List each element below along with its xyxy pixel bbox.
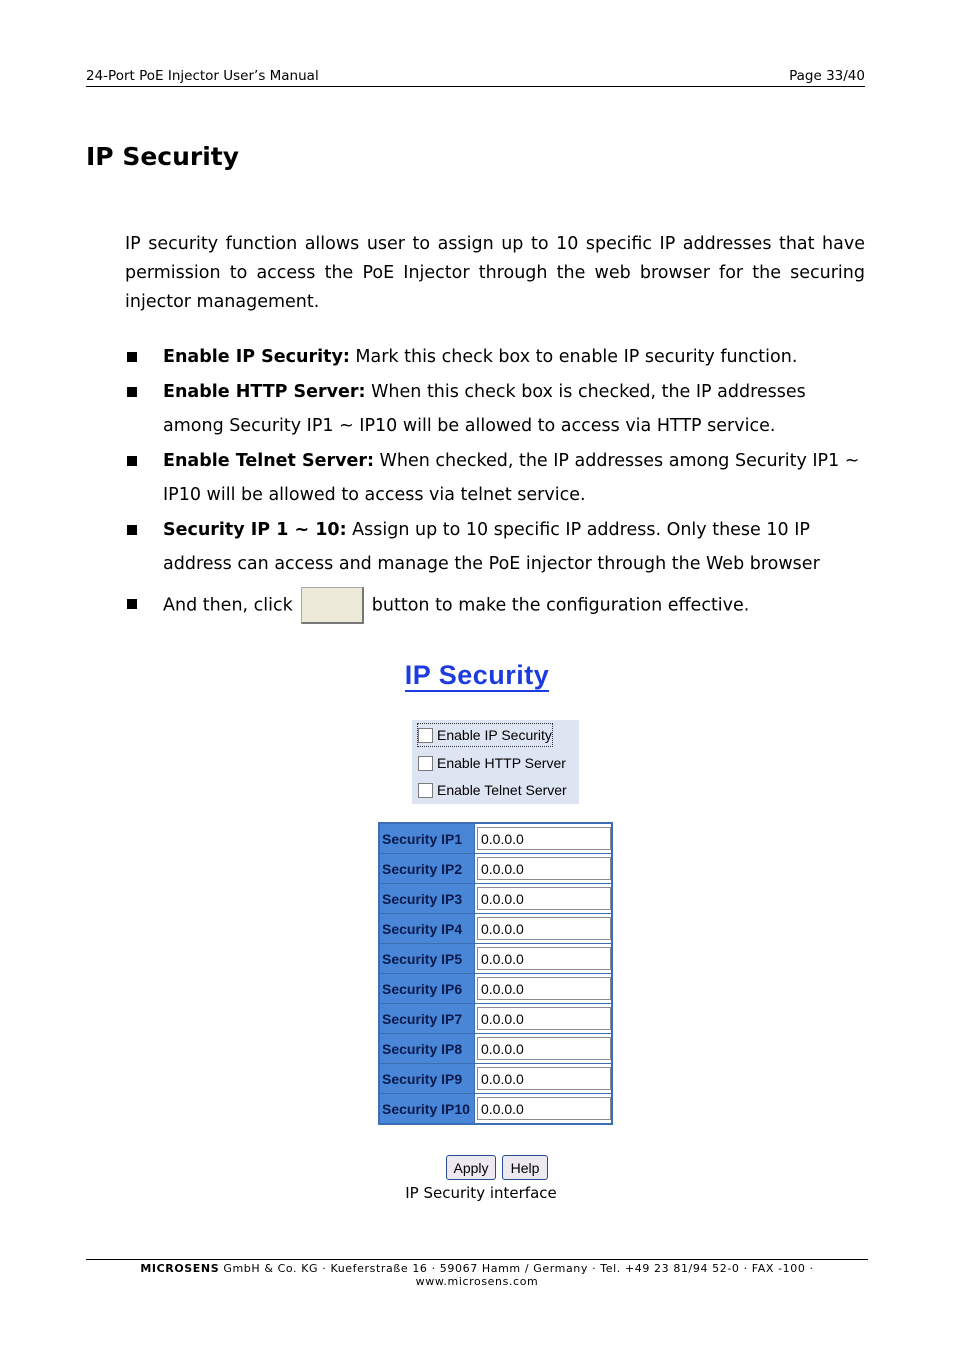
checkbox-icon[interactable] (418, 728, 433, 743)
effective-text: button to make the configuration effective. (371, 595, 750, 616)
help-button[interactable]: Help (502, 1155, 548, 1180)
bullet-text: When this check box is checked, the IP addresses among Security IP1 ~ IP10 will be allowed to access via HTTP service. (163, 382, 806, 436)
table-row (379, 854, 612, 884)
security-ip-input[interactable] (477, 887, 611, 910)
table-row (379, 1004, 612, 1034)
bullet-square-icon (127, 352, 137, 362)
security-ip-cell (475, 854, 613, 884)
security-ip-cell (475, 944, 613, 974)
security-ip-cell (475, 1094, 613, 1125)
enable-ip-security-checkbox[interactable] (418, 724, 552, 746)
table-row (379, 1034, 612, 1064)
bullet-square-icon (127, 387, 137, 397)
security-ip-input[interactable] (477, 977, 611, 1000)
click-text: And then, click (163, 595, 293, 616)
section-title: IP Security (86, 142, 240, 171)
intro-paragraph: IP security function allows user to assign up to 10 specific IP addresses that have permission to access the PoE Injector through the web browser for the securing injector management. (125, 234, 865, 312)
security-ip-cell (475, 823, 613, 854)
bullet-term: Enable Telnet Server: (163, 451, 374, 471)
checkbox-label: Enable IP Security (437, 727, 552, 743)
list-item (125, 444, 865, 512)
security-ip-label: Security IP3 (379, 884, 475, 914)
list-item (125, 375, 865, 443)
table-row (379, 884, 612, 914)
checkbox-icon[interactable] (418, 756, 433, 771)
security-ip-input[interactable] (477, 1007, 611, 1030)
security-ip-label: Security IP7 (379, 1004, 475, 1034)
bullet-term: Enable IP Security: (163, 347, 350, 367)
page-footer (86, 1259, 868, 1288)
table-row (379, 974, 612, 1004)
list-item (125, 587, 865, 624)
security-ip-label: Security IP2 (379, 854, 475, 884)
security-ip-input[interactable] (477, 947, 611, 970)
security-ip-label: Security IP1 (379, 823, 475, 854)
list-item (125, 513, 865, 581)
figure-caption: IP Security interface (405, 1184, 557, 1202)
security-ip-label: Security IP6 (379, 974, 475, 1004)
page-number: Page 33/40 (789, 68, 865, 84)
security-ip-label: Security IP10 (379, 1094, 475, 1125)
bullet-list (125, 340, 865, 625)
security-ip-cell (475, 884, 613, 914)
bullet-text: When checked, the IP addresses among Security IP1 ~ IP10 will be allowed to access via telnet service. (163, 451, 860, 505)
security-ip-cell (475, 914, 613, 944)
security-ip-input[interactable] (477, 1067, 611, 1090)
bullet-text: Mark this check box to enable IP security function. (349, 347, 798, 367)
security-ip-label: Security IP4 (379, 914, 475, 944)
security-ip-input[interactable] (477, 827, 611, 850)
table-row (379, 1064, 612, 1094)
security-ip-input[interactable] (477, 1097, 611, 1120)
checkbox-icon[interactable] (418, 783, 433, 798)
table-row (379, 1094, 612, 1125)
bullet-term: Security IP 1 ~ 10: (163, 520, 347, 540)
security-ip-label: Security IP8 (379, 1034, 475, 1064)
security-ip-label: Security IP9 (379, 1064, 475, 1094)
security-ip-cell (475, 1004, 613, 1034)
checkbox-label: Enable HTTP Server (437, 755, 566, 771)
apply-button[interactable]: Apply (446, 1155, 496, 1180)
security-ip-label: Security IP5 (379, 944, 475, 974)
security-ip-table (378, 822, 613, 1125)
bullet-text: Assign up to 10 specific IP address. Only these 10 IP address can access and manage the PoE injector through the Web browser (163, 520, 820, 574)
security-ip-input[interactable] (477, 917, 611, 940)
enable-http-server-checkbox[interactable] (418, 752, 566, 774)
page-header (86, 68, 865, 87)
list-item (125, 340, 865, 374)
company-address: GmbH & Co. KG · Kueferstraße 16 · 59067 Hamm / Germany · Tel. +49 23 81/94 52-0 · FAX -100 · www.microsens.com (219, 1262, 814, 1288)
enable-telnet-server-checkbox[interactable] (418, 779, 567, 801)
bullet-square-icon (127, 525, 137, 535)
security-ip-input[interactable] (477, 857, 611, 880)
button-row (446, 1155, 548, 1180)
manual-title: 24-Port PoE Injector User’s Manual (86, 68, 319, 84)
inline-button-image (301, 587, 364, 624)
security-ip-input[interactable] (477, 1037, 611, 1060)
security-ip-cell (475, 1064, 613, 1094)
checkbox-panel (412, 720, 579, 804)
bullet-term: Enable HTTP Server: (163, 382, 366, 402)
security-ip-cell (475, 974, 613, 1004)
table-row (379, 823, 612, 854)
bullet-square-icon (127, 456, 137, 466)
security-ip-cell (475, 1034, 613, 1064)
ui-title: IP Security (404, 660, 550, 690)
table-row (379, 944, 612, 974)
table-row (379, 914, 612, 944)
company-name: MICROSENS (140, 1262, 220, 1275)
checkbox-label: Enable Telnet Server (437, 782, 567, 798)
bullet-square-icon (127, 599, 137, 609)
